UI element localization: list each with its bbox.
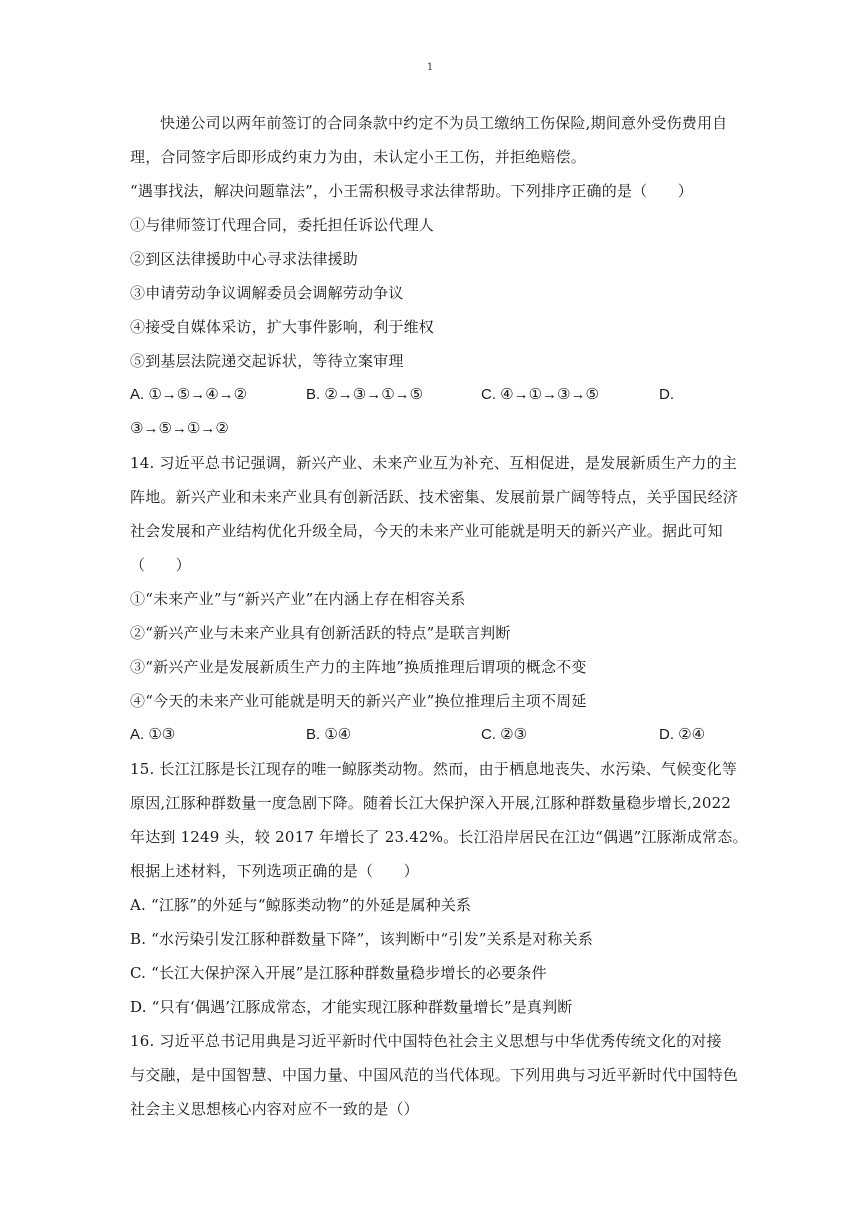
q14-option-a: A. ①③	[130, 726, 176, 743]
q15-stem-line-2: 原因,江豚种群数量一度急剧下降。随着长江大保护深入开展,江豚种群数量稳步增长,2022	[130, 794, 732, 812]
q16-stem-line-3: 社会主义思想核心内容对应不一致的是（）	[130, 1100, 419, 1118]
q14-item-1: ①“未来产业”与“新兴产业”在内涵上存在相容关系	[130, 590, 466, 608]
q14-stem-line-1: 14. 习近平总书记强调，新兴产业、未来产业互为补充、互相促进，是发展新质生产力的主	[130, 454, 738, 472]
q16-stem-line-1: 16. 习近平总书记用典是习近平新时代中国特色社会主义思想与中华优秀传统文化的对接	[130, 1032, 722, 1050]
q13-option-b: B. ②→③→①→⑤	[306, 386, 424, 403]
q13-option-c: C. ④→①→③→⑤	[481, 386, 599, 403]
q13-item-4: ④接受自媒体采访，扩大事件影响，利于维权	[130, 318, 435, 336]
q15-stem-line-1: 15. 长江江豚是长江现存的唯一鲸豚类动物。然而，由于栖息地丧失、水污染、气候变化等	[130, 760, 738, 778]
page-number: 1	[426, 62, 434, 73]
q13-item-2: ②到区法律援助中心寻求法律援助	[130, 250, 359, 268]
q13-item-3: ③申请劳动争议调解委员会调解劳动争议	[130, 284, 404, 302]
q14-options	[130, 718, 735, 752]
q14-item-4: ④“今天的未来产业可能就是明天的新兴产业”换位推理后主项不周延	[130, 692, 587, 710]
q13-option-a: A. ①→⑤→④→②	[130, 386, 248, 403]
q15-choice-c: C. “长江大保护深入开展”是江豚种群数量稳步增长的必要条件	[130, 964, 547, 982]
q14-stem-line-3: 社会发展和产业结构优化升级全局，今天的未来产业可能就是明天的新兴产业。据此可知	[130, 522, 723, 540]
page-content	[130, 106, 748, 1126]
q14-option-d: D. ②④	[659, 726, 706, 743]
q13-item-5: ⑤到基层法院递交起诉状，等待立案审理	[130, 352, 404, 370]
q14-option-b: B. ①④	[306, 726, 352, 743]
q13-option-d: D.	[659, 386, 674, 403]
q16-stem-line-2: 与交融，是中国智慧、中国力量、中国风范的当代体现。下列用典与习近平新时代中国特色	[130, 1066, 739, 1084]
q15-stem-line-3: 年达到 1249 头，较 2017 年增长了 23.42%。长江沿岸居民在江边“偶遇”江豚渐成常态。	[130, 828, 748, 846]
q15-stem-line-4: 根据上述材料，下列选项正确的是（ ）	[130, 862, 419, 880]
q14-stem-line-4: （ ）	[130, 556, 191, 574]
q13-stem-line-2: 理，合同签字后即形成约束力为由，未认定小王工伤，并拒绝赔偿。	[130, 148, 587, 166]
q14-stem-line-2: 阵地。新兴产业和未来产业具有创新活跃、技术密集、发展前景广阔等特点，关乎国民经济	[130, 488, 739, 506]
q13-option-d-continued: ③→⑤→①→②	[130, 420, 229, 437]
q15-choice-b: B. “水污染引发江豚种群数量下降”，该判断中“引发”关系是对称关系	[130, 930, 594, 948]
q14-item-2: ②“新兴产业与未来产业具有创新活跃的特点”是联言判断	[130, 624, 511, 642]
q13-stem-line-3: “遇事找法，解决问题靠法”，小王需积极寻求法律帮助。下列排序正确的是（ ）	[130, 182, 693, 200]
q14-option-c: C. ②③	[481, 726, 528, 743]
q13-stem-line-1: 快递公司以两年前签订的合同条款中约定不为员工缴纳工伤保险,期间意外受伤费用自	[160, 114, 728, 132]
q13-option-d-wrap	[130, 412, 735, 446]
q13-item-1: ①与律师签订代理合同，委托担任诉讼代理人	[130, 216, 435, 234]
q15-choice-a: A. “江豚”的外延与“鲸豚类动物”的外延是属种关系	[130, 896, 472, 914]
q13-options	[130, 378, 735, 412]
q15-choice-d: D. “只有‘偶遇’江豚成常态，才能实现江豚种群数量增长”是真判断	[130, 998, 573, 1016]
q14-item-3: ③“新兴产业是发展新质生产力的主阵地”换质推理后谓项的概念不变	[130, 658, 587, 676]
